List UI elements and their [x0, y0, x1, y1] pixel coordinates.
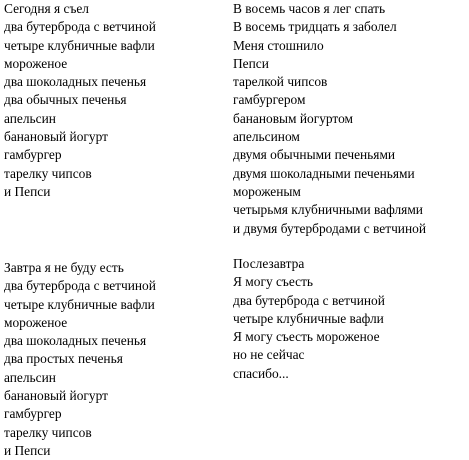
poem-line: мороженым	[233, 183, 301, 199]
poem-line: гамбургер	[4, 147, 62, 163]
poem-line: апельсин	[4, 110, 56, 126]
poem-line: но не сейчас	[233, 347, 305, 363]
poem-line: банановым йогуртом	[233, 110, 354, 126]
poem-line: Я могу съесть	[233, 274, 314, 290]
stanza-tonight	[233, 0, 426, 238]
poem-line: апельсином	[233, 129, 300, 145]
poem-line: два шоколадных печенья	[4, 333, 147, 349]
poem-line: тарелкой чипсов	[233, 74, 328, 90]
poem-line: апельсин	[4, 369, 56, 385]
poem-line: тарелку чипсов	[4, 424, 92, 440]
poem-line: четыре клубничные вафли	[4, 296, 155, 312]
poem-line: банановый йогурт	[4, 129, 108, 145]
poem-line: и Пепси	[4, 183, 51, 199]
poem-line: два бутерброда с ветчиной	[233, 292, 385, 308]
poem-line: четыре клубничные вафли	[233, 310, 384, 326]
poem-line: два обычных печенья	[4, 92, 127, 108]
poem-line: Меня стошнило	[233, 37, 324, 53]
poem-line: гамбургером	[233, 92, 306, 108]
poem-line: и Пепси	[4, 442, 51, 458]
poem-line: четырьмя клубничными вафлями	[233, 202, 423, 218]
poem-line: мороженое	[4, 314, 68, 330]
poem-line: В восемь тридцать я заболел	[233, 19, 397, 35]
poem-line: Я могу съесть мороженое	[233, 329, 380, 345]
stanza-day-after	[233, 255, 385, 383]
poem-line: Сегодня я съел	[4, 1, 89, 16]
poem-line: два бутерброда с ветчиной	[4, 19, 156, 35]
poem-line: два бутерброда с ветчиной	[4, 278, 156, 294]
poem-line: тарелку чипсов	[4, 165, 92, 181]
stanza-tomorrow	[4, 259, 156, 460]
poem-line: спасибо...	[233, 365, 289, 381]
poem-line: четыре клубничные вафли	[4, 37, 155, 53]
poem-line: двумя шоколадными печеньями	[233, 165, 415, 181]
poem-line: банановый йогурт	[4, 388, 108, 404]
stanza-today	[4, 0, 156, 201]
poem-line: Послезавтра	[233, 256, 305, 271]
poem-line: и двумя бутербродами с ветчиной	[233, 220, 426, 236]
poem-line: два шоколадных печенья	[4, 74, 147, 90]
poem-line: двумя обычными печеньями	[233, 147, 396, 163]
poem-line: В восемь часов я лег спать	[233, 1, 386, 16]
poem-line: мороженое	[4, 55, 68, 71]
poem-line: гамбургер	[4, 406, 62, 422]
poem-line: два простых печенья	[4, 351, 123, 367]
poem-line: Пепси	[233, 55, 269, 71]
poem-line: Завтра я не буду есть	[4, 260, 124, 275]
